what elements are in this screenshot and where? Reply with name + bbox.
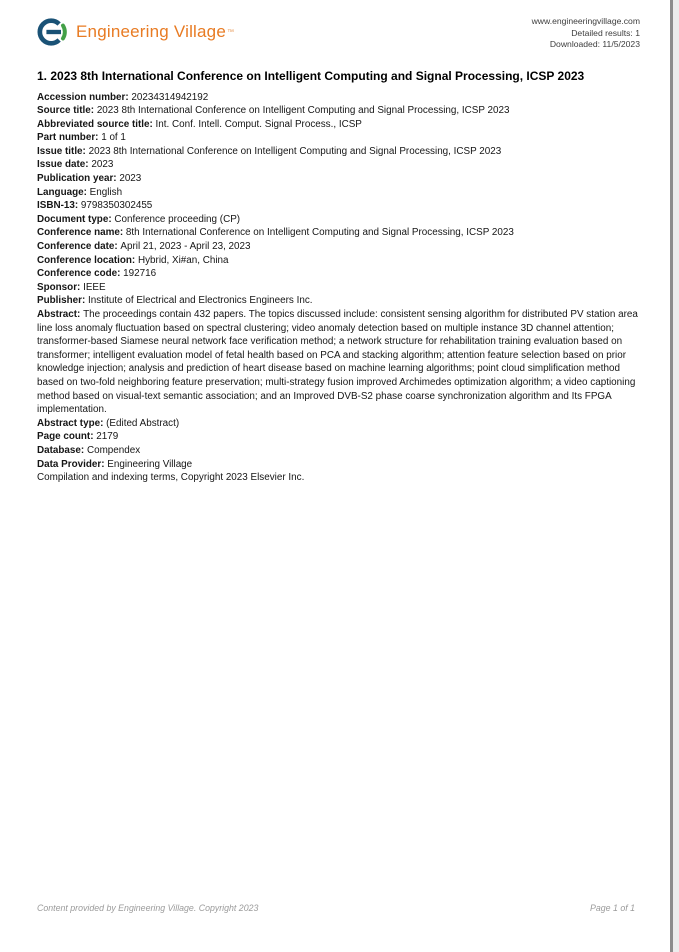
field-label: Issue date: — [37, 159, 92, 171]
field-value: Conference proceeding (CP) — [114, 213, 241, 225]
field-row — [37, 471, 640, 485]
field-row — [37, 281, 640, 295]
field-value: Engineering Village — [107, 458, 193, 470]
engineering-village-logo — [37, 14, 234, 48]
header-website: www.engineeringvillage.com — [531, 16, 640, 26]
field-label: Sponsor: — [37, 281, 84, 293]
record-title: 1. 2023 8th International Conference on Intelligent Computing and Signal Processing, ICSP 2023 — [37, 68, 585, 83]
field-label: Conference date: — [37, 241, 121, 253]
field-value: Hybrid, Xi#an, China — [137, 254, 229, 266]
field-value: English — [89, 186, 123, 198]
field-row — [37, 186, 640, 200]
field-label: Abstract: — [37, 309, 84, 320]
field-row — [37, 444, 640, 458]
field-value: 192716 — [123, 268, 157, 280]
field-row — [37, 213, 640, 227]
field-row — [37, 172, 640, 186]
header-downloaded: Downloaded: 11/5/2023 — [549, 39, 640, 49]
field-row — [37, 199, 640, 213]
field-value: 1 of 1 — [101, 132, 126, 144]
field-row — [37, 158, 640, 172]
field-row — [37, 254, 640, 268]
field-label: Abbreviated source title: — [37, 118, 156, 130]
header-detailed-results: Detailed results: 1 — [571, 27, 640, 38]
field-label: Publication year: — [37, 173, 120, 185]
field-row — [37, 131, 640, 145]
ei-logo-icon — [37, 16, 69, 48]
field-value: Compilation and indexing terms, Copyright 2023 Elsevier Inc. — [37, 472, 305, 484]
field-label: Conference location: — [37, 254, 138, 266]
field-value: IEEE — [83, 281, 106, 293]
field-label: Data Provider: — [37, 458, 108, 470]
field-row — [37, 417, 640, 431]
field-row — [37, 267, 640, 281]
field-label: Conference code: — [37, 268, 124, 280]
field-label: Part number: — [37, 132, 102, 144]
field-row — [37, 430, 640, 444]
field-row — [37, 118, 640, 132]
field-label: Document type: — [37, 213, 115, 225]
field-value: Institute of Electrical and Electronics Engineers Inc. — [88, 295, 313, 307]
field-value: Int. Conf. Intell. Comput. Signal Process., ICSP — [155, 118, 362, 130]
field-value: 2023 — [91, 159, 114, 171]
page-footer — [37, 903, 635, 913]
field-value: The proceedings contain 432 papers. The topics discussed include: consistent sensing algorithm for distributed PV station area line loss anomaly fluctuation based on spectral clustering; video anomaly detection based on multiple instance 3D channel attention; transformer-based Siamese neural network face verification method; a network structure for rehabilitation training evaluation based on transformer; intelligent evaluation model of fetal health based on PCA and stacking algorithm; attention feature selection based on prior knowledge injection; analysis and prediction of heart disease based on machine learning algorithms; point cloud simplification method based on two-fold neighboring feature preservation; multi-strategy fusion improved Archimedes optimization algorithm; a video captioning method based on visual-text semantic association; and an Improved DVB-S2 phase coarse synchronization algorithm and Its FPGA implementation. — [37, 309, 638, 416]
field-row — [37, 240, 640, 254]
field-row — [37, 91, 640, 105]
field-value: 2023 8th International Conference on Intelligent Computing and Signal Processing, ICSP 2023 — [88, 145, 502, 157]
field-label: Language: — [37, 186, 90, 198]
field-label: Database: — [37, 444, 87, 456]
field-value: Compendex — [86, 444, 141, 456]
page-content — [37, 14, 640, 485]
field-value: 2023 — [119, 173, 142, 185]
field-value: 8th International Conference on Intelligent Computing and Signal Processing, ICSP 2023 — [125, 227, 514, 239]
field-value: 2179 — [96, 431, 119, 443]
field-label: Page count: — [37, 431, 97, 443]
page-edge-outside — [673, 0, 679, 952]
field-row — [37, 294, 640, 308]
field-value: (Edited Abstract) — [106, 417, 180, 429]
field-label: Abstract type: — [37, 417, 107, 429]
field-row — [37, 226, 640, 240]
field-row — [37, 104, 640, 118]
field-label: Conference name: — [37, 227, 126, 239]
footer-copyright: Content provided by Engineering Village. Copyright 2023 — [37, 903, 259, 913]
field-label: Publisher: — [37, 295, 89, 307]
field-label: Source title: — [37, 105, 97, 117]
field-label: ISBN-13: — [37, 200, 81, 212]
field-label: Issue title: — [37, 145, 89, 157]
field-row — [37, 458, 640, 472]
footer-page-number: Page 1 of 1 — [590, 903, 635, 913]
logo-wordmark: Engineering Village — [76, 22, 226, 41]
trademark-symbol: ™ — [227, 28, 234, 36]
field-label: Accession number: — [37, 91, 132, 103]
record-fields — [37, 91, 640, 485]
field-row — [37, 145, 640, 159]
page-header — [37, 14, 640, 51]
field-value: 9798350302455 — [80, 200, 153, 212]
field-value: 2023 8th International Conference on Intelligent Computing and Signal Processing, ICSP 2023 — [96, 105, 510, 117]
header-meta — [532, 14, 640, 51]
field-value: April 21, 2023 - April 23, 2023 — [120, 241, 251, 253]
page-edge-line — [670, 0, 673, 952]
field-row — [37, 308, 640, 417]
field-value: 20234314942192 — [131, 91, 209, 103]
